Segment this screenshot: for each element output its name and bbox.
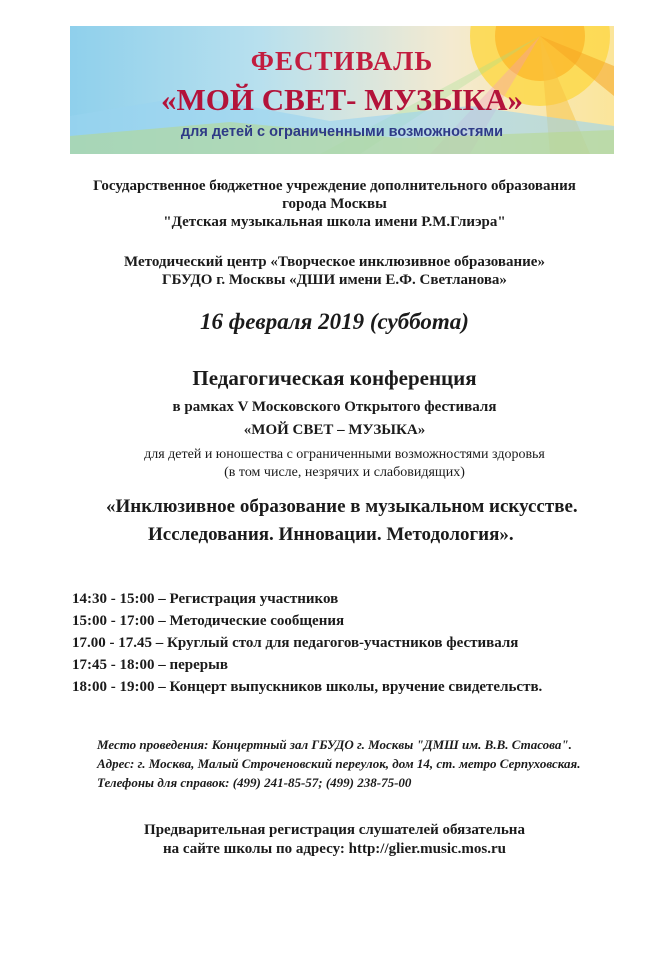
org-line-2: города Москвы [282, 196, 387, 212]
topic-line-1: «Инклюзивное образование в музыкальном искусстве. [106, 496, 578, 517]
conference-line-4: (в том числе, незрячих и слабовидящих) [224, 465, 465, 480]
schedule-list [72, 588, 542, 698]
banner-festival-name: «МОЙ СВЕТ- МУЗЫКА» [161, 82, 523, 117]
org-line-1: Государственное бюджетное учреждение дополнительного образования [93, 178, 576, 194]
venue-info [97, 735, 580, 792]
schedule-item: 15:00 - 17:00 – Методические сообщения [72, 613, 345, 629]
festival-banner [70, 26, 614, 154]
schedule-item: 18:00 - 19:00 – Концерт выпускников школы, вручение свидетельств. [72, 679, 543, 695]
conference-line-3: для детей и юношества с ограниченными возможностями здоровья [144, 447, 545, 462]
topic-line-2: Исследования. Инновации. Методология». [148, 524, 514, 545]
conference-line-1: в рамках V Московского Открытого фестиваля [172, 399, 497, 415]
schedule-item: 14:30 - 15:00 – Регистрация участников [72, 591, 339, 607]
registration-line-2: на сайте школы по адресу: http://glier.music.mos.ru [163, 841, 506, 857]
banner-subtitle: для детей с ограниченными возможностями [180, 124, 504, 140]
schedule-item: 17:45 - 18:00 – перерыв [72, 657, 228, 673]
center-line-1: Методический центр «Творческое инклюзивное образование» [124, 254, 545, 270]
registration-line-1: Предварительная регистрация слушателей обязательна [144, 822, 525, 838]
venue-phones: Телефоны для справок: (499) 241-85-57; (499) 238-75-00 [97, 775, 412, 790]
conference-line-2: «МОЙ СВЕТ – МУЗЫКА» [243, 422, 426, 438]
venue-address: Адрес: г. Москва, Малый Строченовский переулок, дом 14, ст. метро Серпуховская. [97, 756, 581, 771]
center-line-2: ГБУДО г. Москвы «ДШИ имени Е.Ф. Светланова» [162, 272, 507, 288]
schedule-item: 17.00 - 17.45 – Круглый стол для педагогов-участников фестиваля [72, 635, 519, 651]
event-date: 16 февраля 2019 (суббота) [200, 309, 469, 334]
venue-place: Место проведения: Концертный зал ГБУДО г. Москвы "ДМШ им. В.В. Стасова". [97, 737, 572, 752]
banner-title: ФЕСТИВАЛЬ [250, 46, 434, 76]
org-line-3: "Детская музыкальная школа имени Р.М.Глиэра" [163, 214, 506, 230]
conference-title: Педагогическая конференция [192, 366, 477, 390]
